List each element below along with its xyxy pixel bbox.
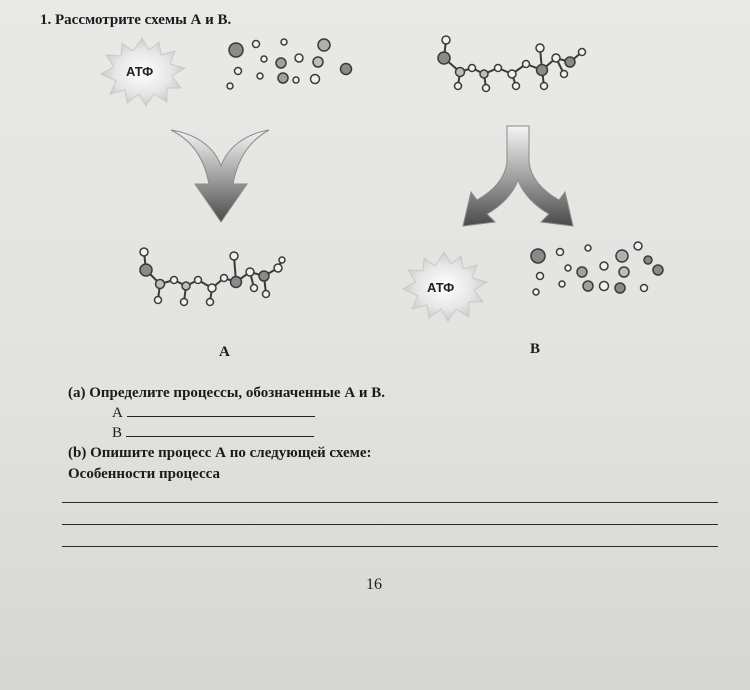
page-number: 16 <box>366 576 382 593</box>
small-molecules-b <box>520 242 670 302</box>
question-a: (а) Определите процессы, обозначенные А и В. <box>68 385 386 401</box>
scheme-label-a: А <box>219 344 230 360</box>
answer-row-a <box>112 404 315 422</box>
scheme-label-b: В <box>530 341 541 357</box>
writing-line-2[interactable] <box>62 524 718 525</box>
answer-a-line[interactable] <box>127 404 315 417</box>
large-molecule-a <box>132 246 292 316</box>
small-molecules-top <box>220 36 360 96</box>
task-title: 1. Рассмотрите схемы А и В. <box>40 12 232 28</box>
answer-a-label: А <box>112 405 123 421</box>
large-molecule-top <box>436 28 586 98</box>
writing-line-3[interactable] <box>62 546 718 547</box>
question-b: (b) Опишите процесс А по следующей схеме: <box>68 445 372 461</box>
atp-label-bottom: АТФ <box>427 280 455 295</box>
converging-arrow <box>165 122 275 232</box>
process-features-label: Особенности процесса <box>68 466 220 482</box>
writing-line-1[interactable] <box>62 502 718 503</box>
answer-b-label: В <box>112 425 123 441</box>
answer-b-line[interactable] <box>126 424 314 437</box>
diverging-arrow <box>455 122 585 232</box>
atp-label-top: АТФ <box>126 64 154 79</box>
answer-row-b <box>112 424 314 442</box>
